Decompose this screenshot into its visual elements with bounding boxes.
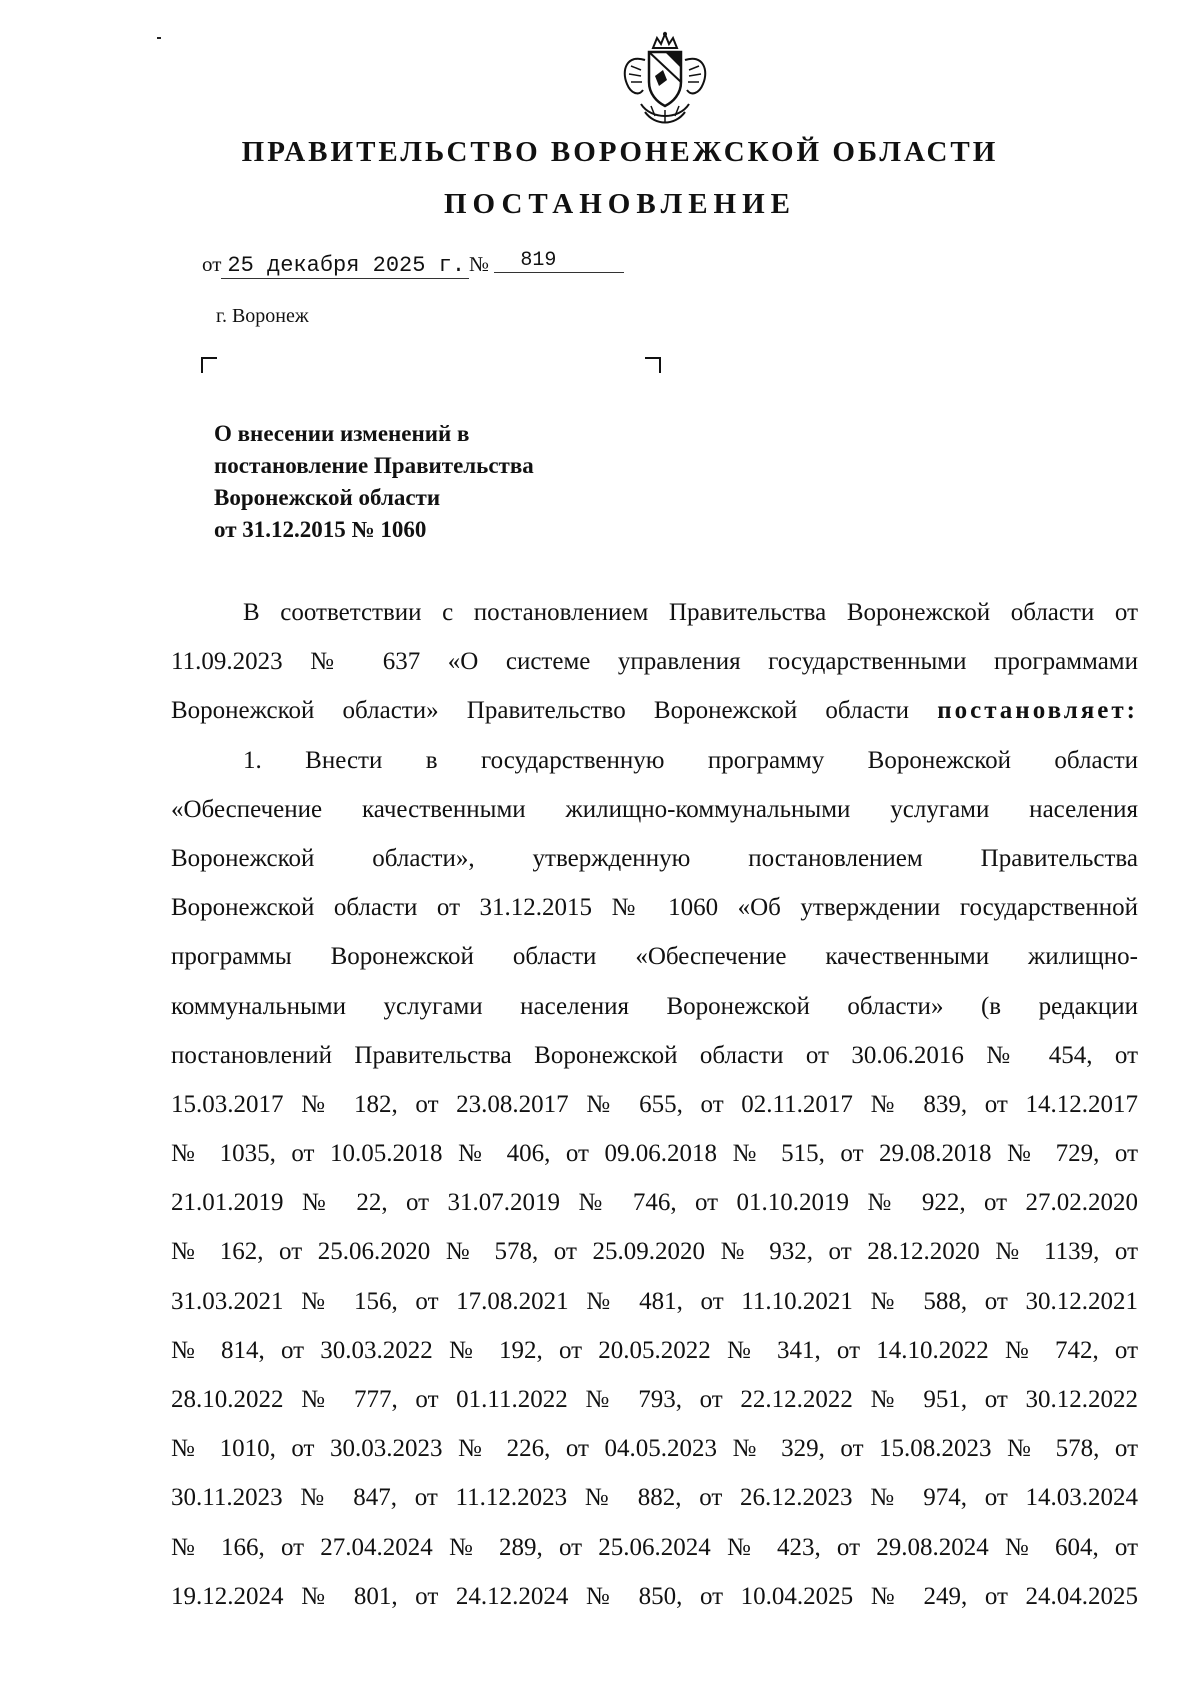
body-line: 21.01.2019 № 22, от 31.07.2019 № 746, от 01.10.2019 № 922, от 27.02.2020 [171,1189,1138,1217]
body-line: № 162, от 25.06.2020 № 578, от 25.09.2020 № 932, от 28.12.2020 № 1139, от [171,1238,1138,1266]
subject-corner-right [645,357,661,373]
coat-of-arms-icon [615,30,715,130]
body-line: коммунальными услугами населения Воронежской области» (в редакции [171,992,1138,1020]
body-line: Воронежской области от 31.12.2015 № 1060 «Об утверждении государственной [171,894,1138,922]
body-line: постановлений Правительства Воронежской области от 30.06.2016 № 454, от [171,1041,1138,1069]
body-line: 28.10.2022 № 777, от 01.11.2022 № 793, от 22.12.2022 № 951, от 30.12.2022 [171,1386,1138,1413]
body-line: Воронежской области», утвержденную постановлением Правительства [171,844,1138,872]
document-type: ПОСТАНОВЛЕНИЕ [443,188,796,220]
scan-mark [157,37,161,39]
body-line: № 1010, от 30.03.2023 № 226, от 04.05.2023 № 329, от 15.08.2023 № 578, от [171,1435,1138,1463]
body-line-with-resolves [171,686,1138,735]
body-line: 30.11.2023 № 847, от 11.12.2023 № 882, от 26.12.2023 № 974, от 14.03.2024 [171,1484,1138,1512]
subject-line: Воронежской области [214,485,441,510]
body-line-text: Воронежской области» Правительство Воронежской области [171,697,909,725]
body-line: 31.03.2021 № 156, от 17.08.2021 № 481, от 11.10.2021 № 588, от 30.12.2021 [171,1287,1138,1315]
subject-line: постановление Правительства [214,453,534,478]
body-line: В соответствии с постановлением Правительства Воронежской области от [243,599,1138,626]
body-line: «Обеспечение качественными жилищно-коммунальными услугами населения [171,795,1138,823]
document-subject [214,418,534,546]
resolves-word: постановляет: [937,697,1139,725]
subject-line: О внесении изменений в [214,421,470,446]
body-line: № 1035, от 10.05.2018 № 406, от 09.06.2018 № 515, от 29.08.2018 № 729, от [171,1140,1138,1168]
date-prefix: от [202,252,222,276]
body-line: программы Воронежской области «Обеспечение качественными жилищно- [171,943,1138,971]
body-line: 19.12.2024 № 801, от 24.12.2024 № 850, от 10.04.2025 № 249, от 24.04.2025 [171,1582,1138,1610]
document-number: 819 [494,250,624,273]
body-line: 11.09.2023 № 637 «О системе управления государственными программами [171,648,1138,676]
date-number-line [202,249,624,279]
body-line: 1. Внести в государственную программу Воронежской области [243,746,1138,774]
body-line: № 814, от 30.03.2022 № 192, от 20.05.2022 № 341, от 14.10.2022 № 742, от [171,1336,1138,1364]
body-line: № 166, от 27.04.2024 № 289, от 25.06.2024 № 423, от 29.08.2024 № 604, от [171,1533,1138,1561]
number-sign: № [469,252,490,276]
subject-corner-left [201,357,217,373]
organization-title: ПРАВИТЕЛЬСТВО ВОРОНЕЖСКОЙ ОБЛАСТИ [241,136,999,168]
subject-line: от 31.12.2015 № 1060 [214,517,427,542]
city: г. Воронеж [216,305,309,327]
document-date: 25 декабря 2025 г. [221,254,469,279]
body-line: 15.03.2017 № 182, от 23.08.2017 № 655, от 02.11.2017 № 839, от 14.12.2017 [171,1090,1138,1118]
document-body [171,588,1138,1621]
